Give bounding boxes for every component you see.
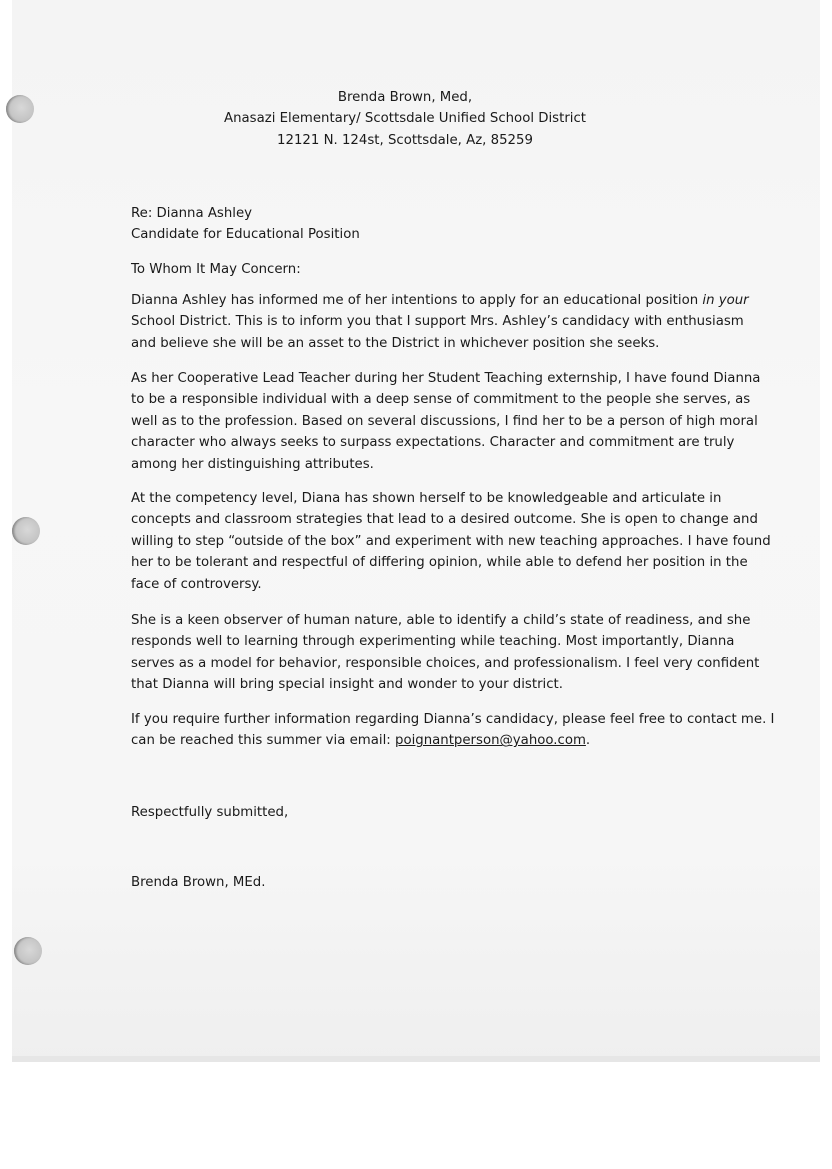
punch-hole-middle: [12, 517, 40, 545]
paragraph-5: [131, 709, 775, 752]
paragraph-1-line-3: and believe she will be an asset to the District in whichever position she seeks.: [131, 335, 660, 351]
sender-school: Anasazi Elementary/ Scottsdale Unified School District: [223, 111, 587, 127]
paragraph-4-line-2: responds well to learning through experimenting while teaching. Most importantly, Dianna: [131, 634, 735, 650]
paragraph-5-period: .: [585, 733, 591, 749]
paragraph-1-line-1: Dianna Ashley has informed me of her intentions to apply for an educational position: [131, 293, 699, 308]
paragraph-4-line-3: serves as a model for behavior, responsible choices, and professionalism. I feel very confident: [131, 655, 760, 671]
paragraph-4-line-1: She is a keen observer of human nature, able to identify a child’s state of readiness, and she: [131, 613, 751, 628]
paragraph-2-line-2: to be a responsible individual with a deep sense of commitment to the people she serves, as: [131, 392, 751, 408]
salutation: To Whom It May Concern:: [131, 262, 301, 277]
paragraph-3: [131, 488, 771, 595]
emphasis-text: in your: [702, 293, 749, 308]
sender-address: 12121 N. 124st, Scottsdale, Az, 85259: [277, 132, 533, 148]
reference-subject: Candidate for Educational Position: [131, 227, 360, 243]
reference-block: [131, 203, 743, 246]
sender-name: Brenda Brown, Med,: [337, 90, 473, 105]
paragraph-2-line-5: among her distinguishing attributes.: [131, 456, 374, 472]
paragraph-5-line-1: If you require further information regarding Dianna’s candidacy, please feel free to contact me. I: [131, 712, 775, 727]
paragraph-1-line-2: School District. This is to inform you that I support Mrs. Ashley’s candidacy with enthusiasm: [131, 314, 744, 330]
signature-name: Brenda Brown, MEd.: [131, 875, 266, 890]
paragraph-3-line-1: At the competency level, Diana has shown herself to be knowledgeable and articulate in: [131, 491, 722, 506]
punch-hole-top: [6, 95, 34, 123]
paragraph-1: [131, 290, 749, 354]
paragraph-2-line-1: As her Cooperative Lead Teacher during her Student Teaching externship, I have found Dianna: [131, 371, 761, 386]
paragraph-5-line-2: can be reached this summer via email:: [131, 733, 391, 749]
reference-line: Re: Dianna Ashley: [131, 206, 253, 221]
closing: Respectfully submitted,: [131, 805, 289, 820]
email-link[interactable]: poignantperson@yahoo.com: [395, 733, 586, 749]
paragraph-2-line-3: well as to the profession. Based on several discussions, I find her to be a person of high moral: [131, 413, 758, 429]
punch-hole-bottom: [14, 937, 42, 965]
paragraph-3-line-4: her to be tolerant and respectful of differing opinion, while able to defend her position in the: [131, 555, 748, 571]
paragraph-2-line-4: character who always seeks to surpass expectations. Character and commitment are truly: [131, 435, 735, 451]
paragraph-4-line-4: that Dianna will bring special insight and wonder to your district.: [131, 677, 563, 693]
letterhead: [150, 87, 660, 151]
paragraph-3-line-5: face of controversy.: [131, 576, 262, 592]
paragraph-2: [131, 368, 761, 475]
paragraph-3-line-2: concepts and classroom strategies that lead to a desired outcome. She is open to change and: [131, 512, 758, 528]
paragraph-4: [131, 610, 760, 696]
paragraph-3-line-3: willing to step “outside of the box” and experiment with new teaching approaches. I have found: [131, 533, 771, 549]
